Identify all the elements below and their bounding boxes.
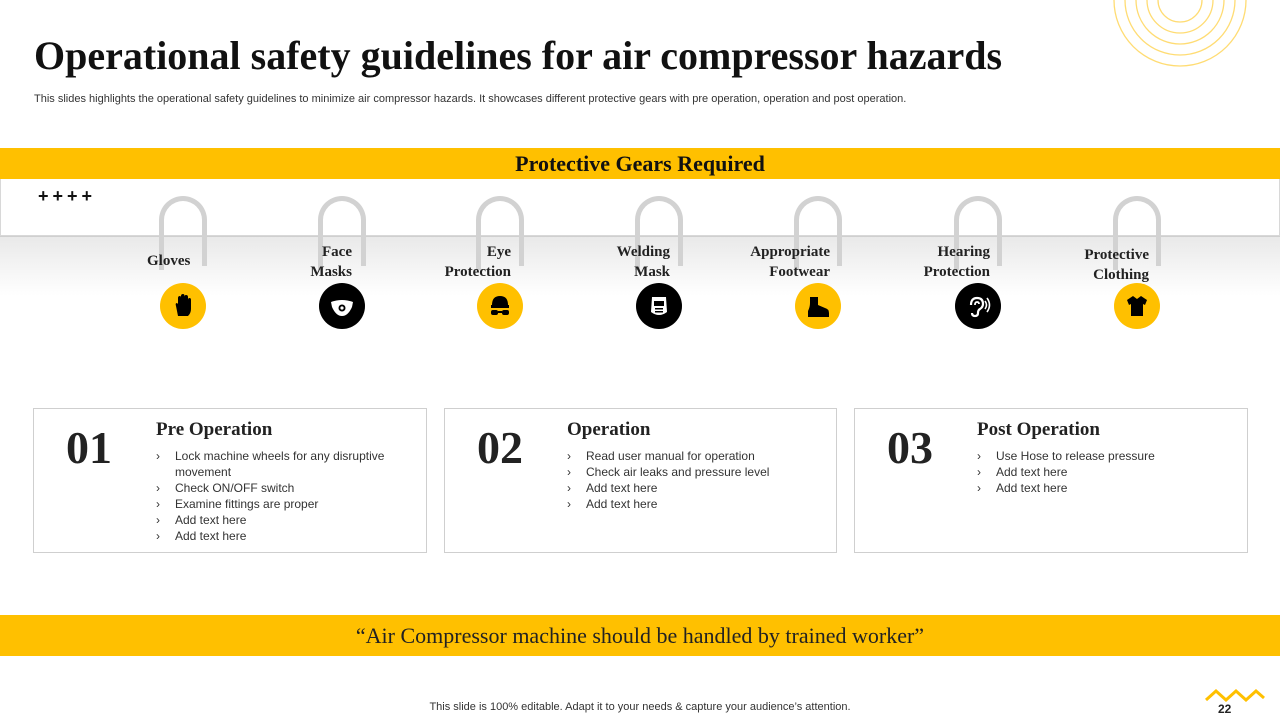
list-item: › Use Hose to release pressure xyxy=(977,448,1227,464)
page-subtitle: This slides highlights the operational safety guidelines to minimize air compressor hazards. It showcases different protective gears with pre operation, operation and post operation. xyxy=(34,93,907,105)
face-mask-icon xyxy=(319,283,365,329)
stage-card-operation xyxy=(444,408,837,553)
plus-marks-decoration: ++++ xyxy=(38,186,97,206)
list-item: › Check air leaks and pressure level xyxy=(567,464,817,480)
gear-label-hearing-protection: Hearing Protection xyxy=(923,244,990,280)
list-item: › Examine fittings are proper xyxy=(156,496,406,512)
list-item: › Add text here xyxy=(567,480,817,496)
shirt-icon xyxy=(1114,283,1160,329)
list-item: › Lock machine wheels for any disruptive movement xyxy=(156,448,406,480)
stage-title: Pre Operation xyxy=(156,419,273,440)
stage-title: Operation xyxy=(567,419,651,440)
stage-number: 01 xyxy=(66,422,112,473)
gear-label-welding-mask: Welding Mask xyxy=(616,244,670,280)
list-item: › Read user manual for operation xyxy=(567,448,817,464)
stage-card-post-operation xyxy=(854,408,1248,553)
list-item: › Add text here xyxy=(156,512,406,528)
welding-mask-icon xyxy=(636,283,682,329)
quote-text: “Air Compressor machine should be handled by trained worker” xyxy=(355,622,925,648)
page-number: 22 xyxy=(1218,702,1232,716)
list-item: › Add text here xyxy=(977,464,1227,480)
stage-number: 03 xyxy=(887,422,933,473)
gear-label-face-masks: Face Masks xyxy=(310,244,352,280)
protective-gears-banner xyxy=(0,148,1280,179)
safety-goggles-icon xyxy=(477,283,523,329)
gloves-icon xyxy=(160,283,206,329)
list-item: › Check ON/OFF switch xyxy=(156,480,406,496)
stage-bullets xyxy=(567,448,817,512)
stage-bullets xyxy=(977,448,1227,496)
stage-card-pre-operation xyxy=(33,408,427,553)
gear-label-gloves: Gloves xyxy=(147,253,191,269)
zigzag-logo-icon xyxy=(1204,688,1266,702)
hearing-icon xyxy=(955,283,1001,329)
page-title: Operational safety guidelines for air compressor hazards xyxy=(34,33,1003,78)
gear-label-eye-protection: Eye Protection xyxy=(444,244,511,280)
stage-number: 02 xyxy=(477,422,523,473)
list-item: › Add text here xyxy=(567,496,817,512)
list-item: › Add text here xyxy=(156,528,406,544)
footer-note: This slide is 100% editable. Adapt it to your needs & capture your audience’s attention. xyxy=(429,701,851,713)
concentric-rings-decoration xyxy=(1110,0,1250,70)
quote-banner xyxy=(0,615,1280,656)
stage-title: Post Operation xyxy=(977,419,1100,440)
stage-bullets xyxy=(156,448,406,544)
gear-label-appropriate-footwear: Appropriate Footwear xyxy=(750,244,830,280)
gear-label-protective-clothing: Protective Clothing xyxy=(1084,247,1149,283)
list-item: › Add text here xyxy=(977,480,1227,496)
boot-icon xyxy=(795,283,841,329)
protective-gears-heading: Protective Gears Required xyxy=(515,150,765,176)
